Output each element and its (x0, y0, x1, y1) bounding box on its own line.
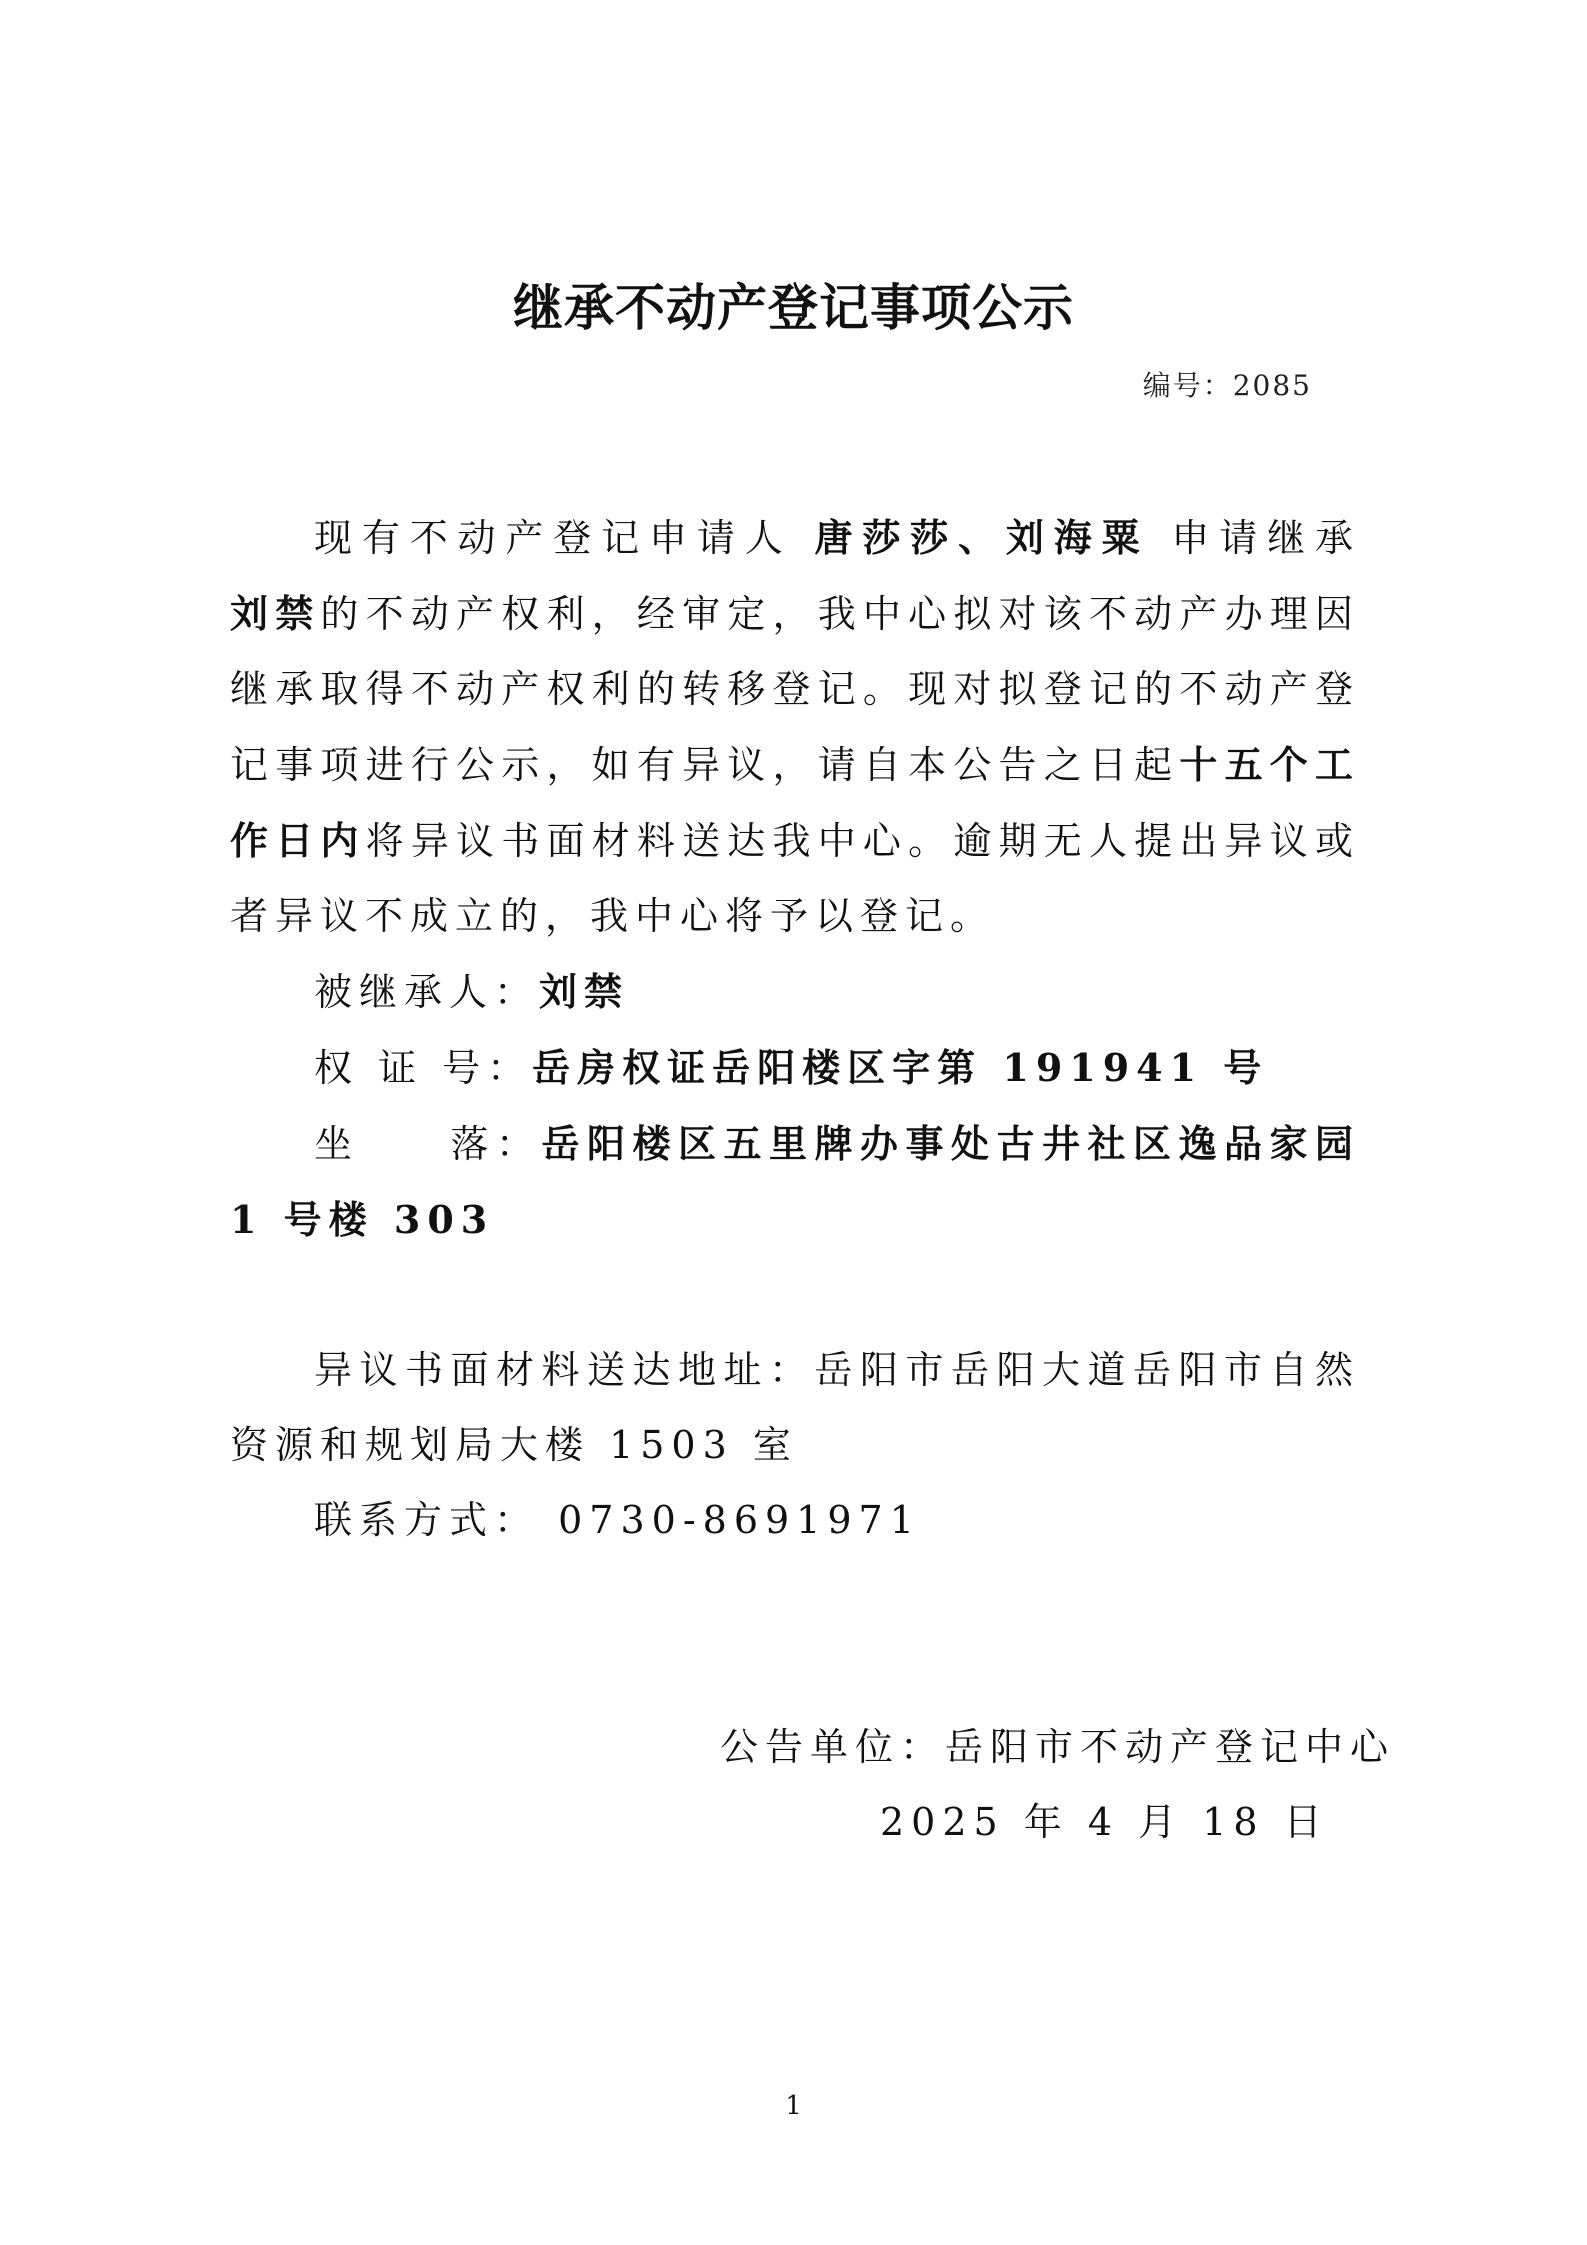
certificate-value: 岳房权证岳阳楼区字第 191941 号 (532, 1045, 1269, 1090)
issuer-line (720, 1710, 1395, 1785)
decedent-name-inline: 刘禁 (230, 591, 321, 636)
certificate-label: 权 证 号： (314, 1046, 533, 1090)
document-number: 编号：2085 (1142, 369, 1312, 402)
objection-address-label: 异议书面材料送达地址： (314, 1348, 815, 1392)
contact-line (230, 1483, 1360, 1558)
location-label: 坐 落： (314, 1122, 542, 1166)
objection-address-line (230, 1333, 1360, 1483)
objection-deadline: 十五个工作日内 (230, 742, 1360, 863)
objection-address-value: 岳阳市岳阳大道岳阳市自然资源和规划局大楼 1503 室 (230, 1348, 1360, 1467)
intro-text-b: 将异议书面材料送达我中心。逾期无人提出异议或者异议不成立的，我中心将予以登记。 (230, 819, 1360, 938)
issue-date: 2025 年 4 月 18 日 (880, 1800, 1329, 1844)
intro-paragraph (230, 500, 1360, 954)
location-value: 岳阳楼区五里牌办事处古井社区逸品家园 1 号楼 303 (230, 1121, 1360, 1242)
page-number: 1 (785, 2091, 802, 2121)
contact-value: 0730-8691971 (558, 1498, 921, 1542)
decedent-value: 刘禁 (539, 969, 630, 1014)
spacer (230, 1258, 1360, 1333)
intro-text-a: 的不动产权利，经审定，我中心拟对该不动产办理因继承取得不动产权利的转移登记。现对拟登记的不动产登记事项进行公示，如有异议，请自本公告之日起 (230, 592, 1360, 787)
document-title: 继承不动产登记事项公示 (513, 279, 1074, 337)
certificate-line (230, 1030, 1360, 1106)
issuer-value: 岳阳市不动产登记中心 (945, 1725, 1396, 1769)
location-line (230, 1106, 1360, 1258)
decedent-label: 被继承人： (314, 970, 540, 1014)
intro-mid: 申请继承 (1171, 516, 1360, 560)
notice-body (230, 500, 1360, 1558)
decedent-line (230, 954, 1360, 1030)
issuer-label: 公告单位： (720, 1725, 946, 1769)
intro-lead: 现有不动产登记申请人 (314, 516, 793, 560)
contact-label: 联系方式： (314, 1498, 540, 1542)
applicant-names: 唐莎莎、刘海粟 (814, 515, 1150, 560)
